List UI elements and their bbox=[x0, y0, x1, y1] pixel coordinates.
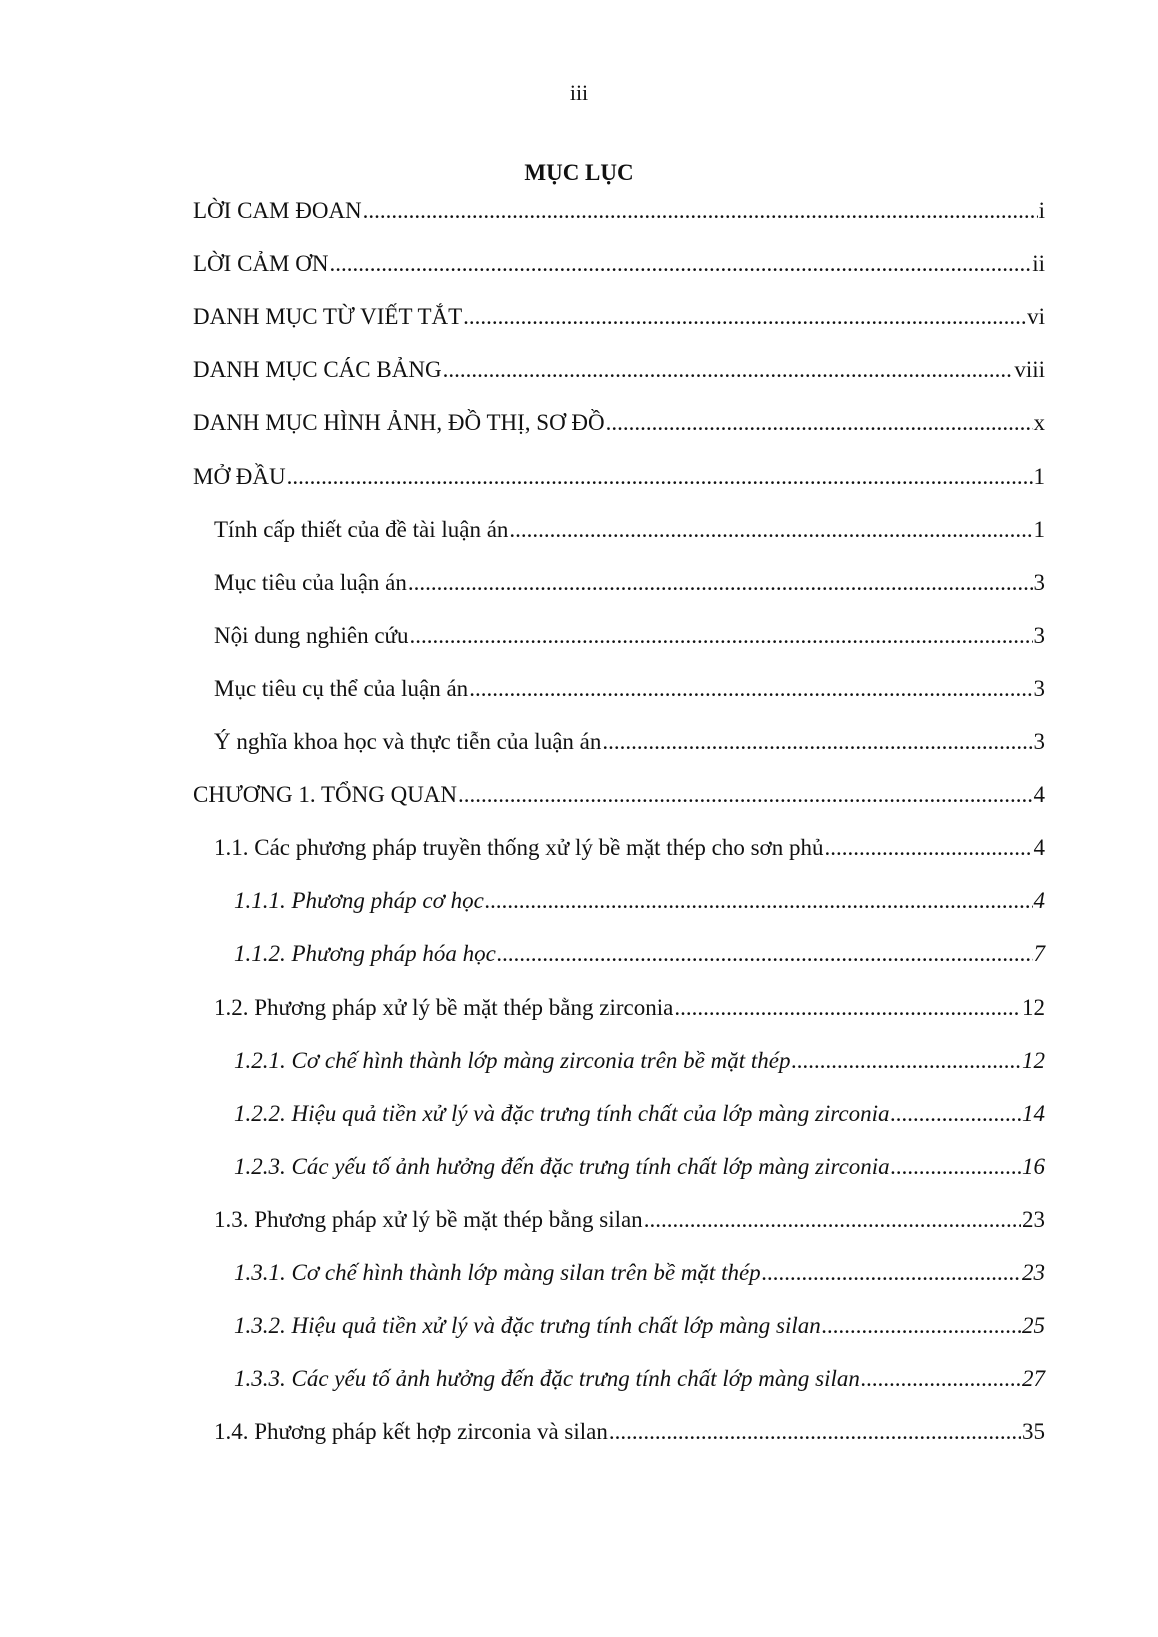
toc-entry[interactable] bbox=[234, 1257, 1045, 1289]
toc-dot-leader bbox=[408, 567, 1033, 599]
toc-entry[interactable] bbox=[234, 1151, 1045, 1183]
toc-entry[interactable] bbox=[234, 1363, 1045, 1395]
toc-dot-leader bbox=[674, 992, 1021, 1024]
toc-entry-page: 25 bbox=[1022, 1313, 1045, 1339]
toc-entry-page: 12 bbox=[1022, 994, 1045, 1020]
toc-entry[interactable] bbox=[193, 461, 1045, 493]
toc-entry-page: viii bbox=[1014, 357, 1045, 383]
toc-entry[interactable] bbox=[234, 1098, 1045, 1130]
toc-entry-text: Ý nghĩa khoa học và thực tiễn của luận án bbox=[214, 729, 602, 754]
toc-entry[interactable] bbox=[234, 885, 1045, 917]
toc-entry-page: 35 bbox=[1022, 1419, 1045, 1445]
toc-entry[interactable] bbox=[214, 567, 1045, 599]
toc-entry[interactable] bbox=[234, 1045, 1045, 1077]
toc-entry-text: 1.2.2. Hiệu quả tiền xử lý và đặc trưng tính chất của lớp màng zirconia bbox=[234, 1100, 890, 1126]
toc-entry[interactable] bbox=[193, 779, 1045, 811]
toc-entry-page: 12 bbox=[1022, 1047, 1045, 1073]
toc-entry-page: 14 bbox=[1022, 1100, 1045, 1126]
toc-entry-text: MỞ ĐẦU bbox=[193, 463, 286, 489]
toc-entry[interactable] bbox=[214, 726, 1045, 758]
toc-entry-text: 1.2.3. Các yếu tố ảnh hưởng đến đặc trưng tính chất lớp màng zirconia bbox=[234, 1153, 890, 1179]
toc-entry-page: 7 bbox=[1033, 941, 1045, 967]
toc-entry[interactable] bbox=[193, 407, 1045, 439]
toc-entry-text: Mục tiêu của luận án bbox=[214, 569, 407, 595]
toc-entry-page: 4 bbox=[1033, 835, 1045, 861]
toc-entry-page: 3 bbox=[1033, 729, 1045, 754]
toc-entry[interactable] bbox=[193, 301, 1045, 333]
toc-entry-page: 23 bbox=[1022, 1260, 1045, 1285]
toc-entry-text: 1.1.1. Phương pháp cơ học bbox=[234, 888, 484, 914]
toc-dot-leader bbox=[443, 354, 1014, 386]
toc-dot-leader bbox=[287, 461, 1033, 493]
toc-dot-leader bbox=[891, 1151, 1021, 1183]
toc-entry[interactable] bbox=[214, 832, 1045, 864]
toc-entry-text: 1.2. Phương pháp xử lý bề mặt thép bằng zirconia bbox=[214, 994, 674, 1020]
toc-title: MỤC LỤC bbox=[524, 160, 634, 185]
toc-entry[interactable] bbox=[214, 1416, 1045, 1448]
toc-entry[interactable] bbox=[234, 1310, 1045, 1342]
toc-entry-text: 1.1. Các phương pháp truyền thống xử lý bề mặt thép cho sơn phủ bbox=[214, 835, 824, 861]
toc-entry-text: 1.3.3. Các yếu tố ảnh hưởng đến đặc trưng tính chất lớp màng silan bbox=[234, 1366, 860, 1392]
toc-entry[interactable] bbox=[214, 514, 1045, 546]
toc-dot-leader bbox=[762, 1257, 1021, 1289]
toc-entry[interactable] bbox=[214, 992, 1045, 1024]
toc-dot-leader bbox=[463, 301, 1026, 333]
toc-entry-page: ii bbox=[1032, 251, 1045, 277]
toc-entry-text: DANH MỤC HÌNH ẢNH, ĐỒ THỊ, SƠ ĐỒ bbox=[193, 410, 605, 436]
toc-entry-page: 16 bbox=[1022, 1153, 1045, 1179]
toc-entry-text: Nội dung nghiên cứu bbox=[214, 622, 409, 648]
toc-entry[interactable] bbox=[214, 620, 1045, 652]
toc-entry-text: LỜI CAM ĐOAN bbox=[193, 198, 362, 223]
toc-entry-text: 1.3.2. Hiệu quả tiền xử lý và đặc trưng tính chất lớp màng silan bbox=[234, 1313, 821, 1339]
toc-dot-leader bbox=[606, 407, 1033, 439]
toc-entry-text: 1.3.1. Cơ chế hình thành lớp màng silan trên bề mặt thép bbox=[234, 1260, 761, 1285]
toc-entry[interactable] bbox=[214, 673, 1045, 705]
toc-entry-page: 3 bbox=[1033, 622, 1045, 648]
toc-entry-page: 4 bbox=[1033, 782, 1045, 808]
toc-dot-leader bbox=[822, 1310, 1021, 1342]
toc-entry[interactable] bbox=[193, 354, 1045, 386]
toc-entry[interactable] bbox=[193, 195, 1045, 227]
toc-dot-leader bbox=[609, 1416, 1021, 1448]
toc-entry-text: Mục tiêu cụ thể của luận án bbox=[214, 675, 469, 701]
toc-entry-page: 1 bbox=[1033, 463, 1045, 489]
toc-entry-page: 27 bbox=[1022, 1366, 1045, 1392]
toc-entry-text: 1.1.2. Phương pháp hóa học bbox=[234, 941, 496, 967]
toc-dot-leader bbox=[791, 1045, 1021, 1077]
toc-entry-text: LỜI CẢM ƠN bbox=[193, 251, 329, 277]
toc-entry-page: 3 bbox=[1033, 569, 1045, 595]
toc-dot-leader bbox=[824, 832, 1032, 864]
page-number: iii bbox=[569, 80, 589, 105]
toc-entry-page: 23 bbox=[1022, 1206, 1045, 1232]
toc-dot-leader bbox=[363, 195, 1038, 227]
toc-entry-page: i bbox=[1038, 198, 1045, 223]
toc-entry-text: 1.4. Phương pháp kết hợp zirconia và silan bbox=[214, 1419, 608, 1445]
toc-dot-leader bbox=[644, 1204, 1021, 1236]
toc-dot-leader bbox=[485, 885, 1033, 917]
toc-dot-leader bbox=[509, 514, 1032, 546]
toc-dot-leader bbox=[861, 1363, 1021, 1395]
toc-entry-page: x bbox=[1033, 410, 1045, 436]
toc-dot-leader bbox=[602, 726, 1032, 758]
toc-dot-leader bbox=[329, 248, 1031, 280]
toc-entry-text: DANH MỤC CÁC BẢNG bbox=[193, 357, 442, 383]
toc-dot-leader bbox=[497, 938, 1033, 970]
toc-entry-text: 1.2.1. Cơ chế hình thành lớp màng zirconia trên bề mặt thép bbox=[234, 1047, 791, 1073]
toc-entry-page: 3 bbox=[1033, 675, 1045, 701]
toc-entry-page: 4 bbox=[1033, 888, 1045, 914]
toc-entry-text: DANH MỤC TỪ VIẾT TẮT bbox=[193, 304, 463, 330]
toc-entry-page: 1 bbox=[1033, 516, 1045, 542]
toc-entry[interactable] bbox=[234, 938, 1045, 970]
toc-entry-text: Tính cấp thiết của đề tài luận án bbox=[214, 516, 509, 542]
toc-entry[interactable] bbox=[193, 248, 1045, 280]
toc-dot-leader bbox=[891, 1098, 1022, 1130]
toc-dot-leader bbox=[410, 620, 1033, 652]
toc-dot-leader bbox=[458, 779, 1032, 811]
toc-entry-text: 1.3. Phương pháp xử lý bề mặt thép bằng silan bbox=[214, 1206, 643, 1232]
toc-dot-leader bbox=[469, 673, 1032, 705]
toc-entry-page: vi bbox=[1027, 304, 1045, 330]
toc-entry[interactable] bbox=[214, 1204, 1045, 1236]
toc-entry-text: CHƯƠNG 1. TỔNG QUAN bbox=[193, 782, 458, 808]
